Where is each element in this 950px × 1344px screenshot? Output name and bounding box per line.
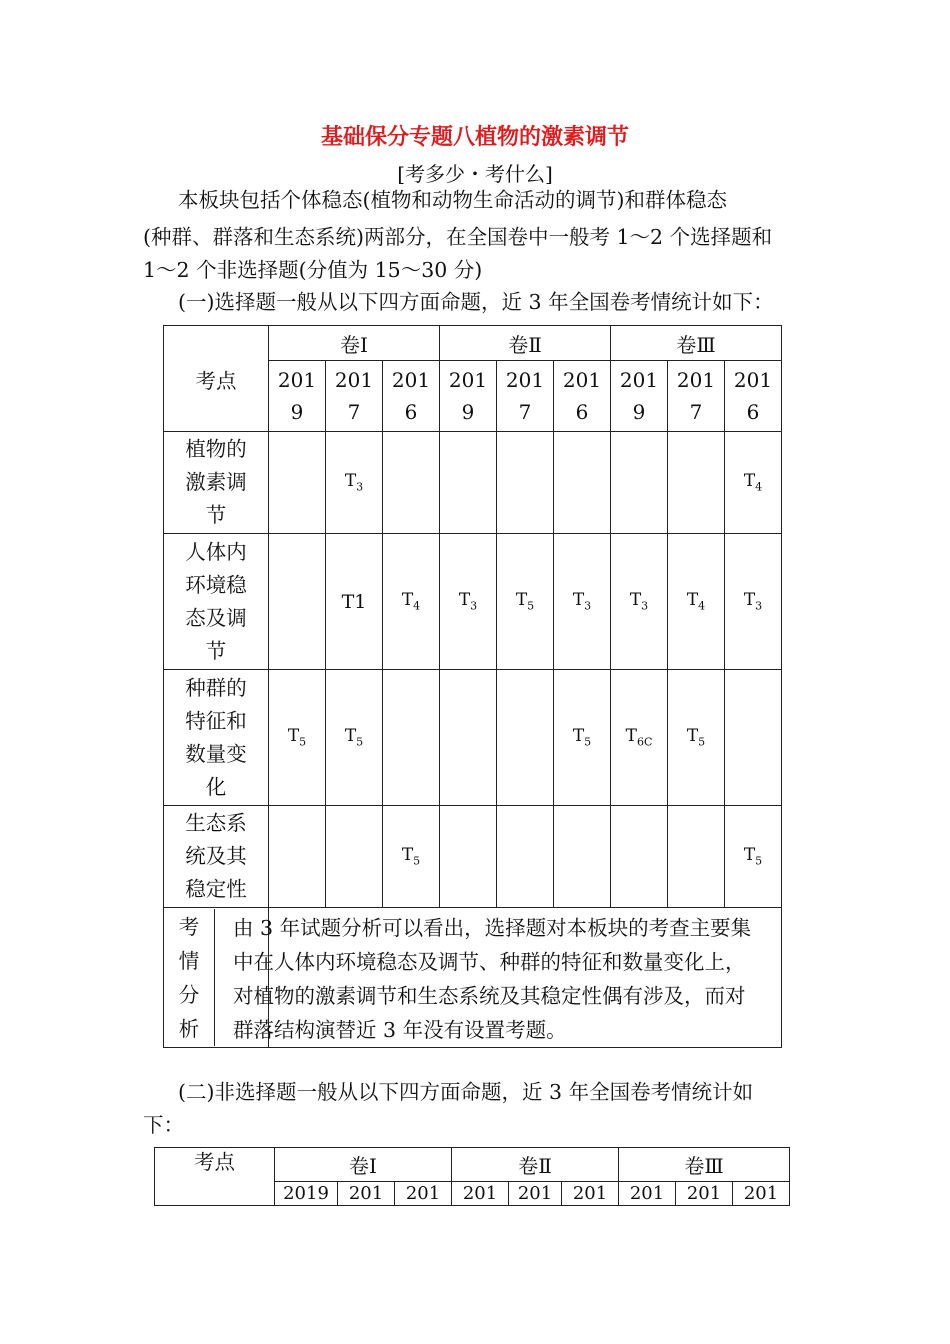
paper-header: 卷Ⅲ xyxy=(611,326,782,361)
year-part: 201 xyxy=(448,368,488,392)
question-cell xyxy=(497,432,554,534)
topic-label-line: 化 xyxy=(205,774,227,799)
topic-label-line: 节 xyxy=(205,638,227,663)
question-cell xyxy=(269,534,326,670)
year-header: 201 xyxy=(733,1182,790,1206)
question-cell xyxy=(326,806,383,908)
topic-label xyxy=(164,534,269,670)
question-cell: $T_5$ xyxy=(668,670,725,806)
year-header: 201 xyxy=(676,1182,733,1206)
table-row xyxy=(164,534,782,670)
year-header: 2019 xyxy=(275,1182,338,1206)
question-cell: $T_3$ xyxy=(554,534,611,670)
question-cell xyxy=(440,670,497,806)
year-header: 201 xyxy=(452,1182,509,1206)
question-cell xyxy=(383,432,440,534)
question-cell: $T_5$ xyxy=(554,670,611,806)
year-part: 201 xyxy=(505,368,545,392)
year-header: 201 xyxy=(395,1182,452,1206)
exam-stats-table-nonchoice xyxy=(154,1147,790,1206)
paper-header: 卷Ⅰ xyxy=(275,1148,452,1182)
topic-label-line: 数量变 xyxy=(185,741,247,766)
analysis-text-line: 由 3 年试题分析可以看出，选择题对本板块的考查主要集 xyxy=(233,916,752,940)
topic-label-line: 态及调 xyxy=(185,605,247,630)
paper-header: 卷Ⅱ xyxy=(440,326,611,361)
page-title: 基础保分专题八植物的激素调节 xyxy=(320,125,629,150)
topic-label-line: 统及其 xyxy=(185,844,247,868)
exam-stats-table-choice xyxy=(163,325,782,1048)
year-part: 201 xyxy=(733,368,773,392)
table-row xyxy=(164,670,782,806)
section-2-heading-line-1: (二)非选择题一般从以下四方面命题，近 3 年全国卷考情统计如 xyxy=(178,1080,754,1104)
year-part: 201 xyxy=(277,368,317,392)
year-part: 9 xyxy=(290,400,304,424)
intro-line-3: 1～2 个非选择题(分值为 15～30 分) xyxy=(143,258,483,282)
analysis-label-char: 情 xyxy=(178,948,200,973)
year-header: 201 xyxy=(562,1182,619,1206)
topic-label xyxy=(164,806,269,908)
year-header xyxy=(611,361,668,432)
question-cell xyxy=(440,432,497,534)
analysis-text-line: 群落结构演替近 3 年没有设置考题。 xyxy=(233,1018,567,1042)
year-part: 7 xyxy=(347,400,361,424)
year-part: 201 xyxy=(391,368,431,392)
question-cell: T1 xyxy=(326,534,383,670)
question-cell: $T_4$ xyxy=(383,534,440,670)
year-part: 9 xyxy=(632,400,646,424)
question-cell xyxy=(611,806,668,908)
year-header xyxy=(554,361,611,432)
topic-label-line: 人体内 xyxy=(185,539,247,564)
intro-line-1: 本板块包括个体稳态(植物和动物生命活动的调节)和群体稳态 xyxy=(178,188,727,212)
topic-label-line: 种群的 xyxy=(185,675,247,700)
question-cell xyxy=(497,806,554,908)
question-cell: $T_3$ xyxy=(326,432,383,534)
question-cell xyxy=(383,670,440,806)
section-2-heading-line-2: 下： xyxy=(143,1113,184,1137)
year-header xyxy=(440,361,497,432)
question-cell xyxy=(440,806,497,908)
page-subtitle: [考多少・考什么] xyxy=(397,162,553,186)
question-cell xyxy=(554,806,611,908)
year-part: 201 xyxy=(562,368,602,392)
paper-header: 卷Ⅲ xyxy=(619,1148,790,1182)
analysis-text-line: 对植物的激素调节和生态系统及其稳定性偶有涉及，而对 xyxy=(233,984,746,1008)
topic-label-line: 环境稳 xyxy=(185,572,247,597)
table-row xyxy=(164,432,782,534)
analysis-label-char: 分 xyxy=(178,982,200,1007)
question-cell: $T_4$ xyxy=(725,432,782,534)
year-part: 201 xyxy=(334,368,374,392)
question-cell: $T_5$ xyxy=(269,670,326,806)
topic-label-line: 节 xyxy=(205,503,227,527)
question-cell: $T_3$ xyxy=(725,534,782,670)
question-cell: $T_3$ xyxy=(611,534,668,670)
question-cell xyxy=(725,670,782,806)
question-cell xyxy=(269,806,326,908)
year-header xyxy=(668,361,725,432)
year-part: 7 xyxy=(518,400,532,424)
year-part: 6 xyxy=(575,400,589,424)
question-cell xyxy=(497,670,554,806)
year-header xyxy=(497,361,554,432)
question-cell xyxy=(668,432,725,534)
corner-header: 考点 xyxy=(155,1148,275,1206)
analysis-label-char: 考 xyxy=(178,914,200,939)
year-header xyxy=(383,361,440,432)
analysis-label-char: 析 xyxy=(178,1016,200,1041)
paper-header: 卷Ⅱ xyxy=(452,1148,619,1182)
year-part: 9 xyxy=(461,400,475,424)
question-cell: $T_5$ xyxy=(326,670,383,806)
question-cell: $T_5$ xyxy=(497,534,554,670)
year-part: 6 xyxy=(404,400,418,424)
year-part: 7 xyxy=(689,400,703,424)
question-cell: $T_3$ xyxy=(440,534,497,670)
question-cell xyxy=(269,432,326,534)
question-cell xyxy=(554,432,611,534)
year-header: 201 xyxy=(509,1182,562,1206)
year-header xyxy=(269,361,326,432)
paper-header: 卷Ⅰ xyxy=(269,326,440,361)
year-header: 201 xyxy=(338,1182,395,1206)
year-header xyxy=(725,361,782,432)
topic-label-line: 特征和 xyxy=(185,708,247,733)
question-cell: $T_5$ xyxy=(725,806,782,908)
year-part: 6 xyxy=(746,400,760,424)
year-part: 201 xyxy=(619,368,659,392)
year-part: 201 xyxy=(676,368,716,392)
year-header: 201 xyxy=(619,1182,676,1206)
analysis-text-line: 中在人体内环境稳态及调节、种群的特征和数量变化上， xyxy=(233,950,746,974)
question-cell xyxy=(668,806,725,908)
question-cell xyxy=(611,432,668,534)
question-cell: $T_5$ xyxy=(383,806,440,908)
topic-label xyxy=(164,432,269,534)
topic-label-line: 激素调 xyxy=(185,470,247,494)
section-1-heading: (一)选择题一般从以下四方面命题，近 3 年全国卷考情统计如下： xyxy=(178,290,774,314)
year-header xyxy=(326,361,383,432)
topic-label-line: 植物的 xyxy=(185,437,247,461)
topic-label xyxy=(164,670,269,806)
question-cell: $T_{6C}$ xyxy=(611,670,668,806)
topic-label-line: 生态系 xyxy=(185,811,247,835)
table-row xyxy=(164,806,782,908)
analysis-text xyxy=(233,908,782,1048)
intro-line-2: (种群、群落和生态系统)两部分，在全国卷中一般考 1～2 个选择题和 xyxy=(143,225,773,249)
question-cell: $T_4$ xyxy=(668,534,725,670)
corner-header: 考点 xyxy=(164,326,269,432)
topic-label-line: 稳定性 xyxy=(185,877,247,901)
